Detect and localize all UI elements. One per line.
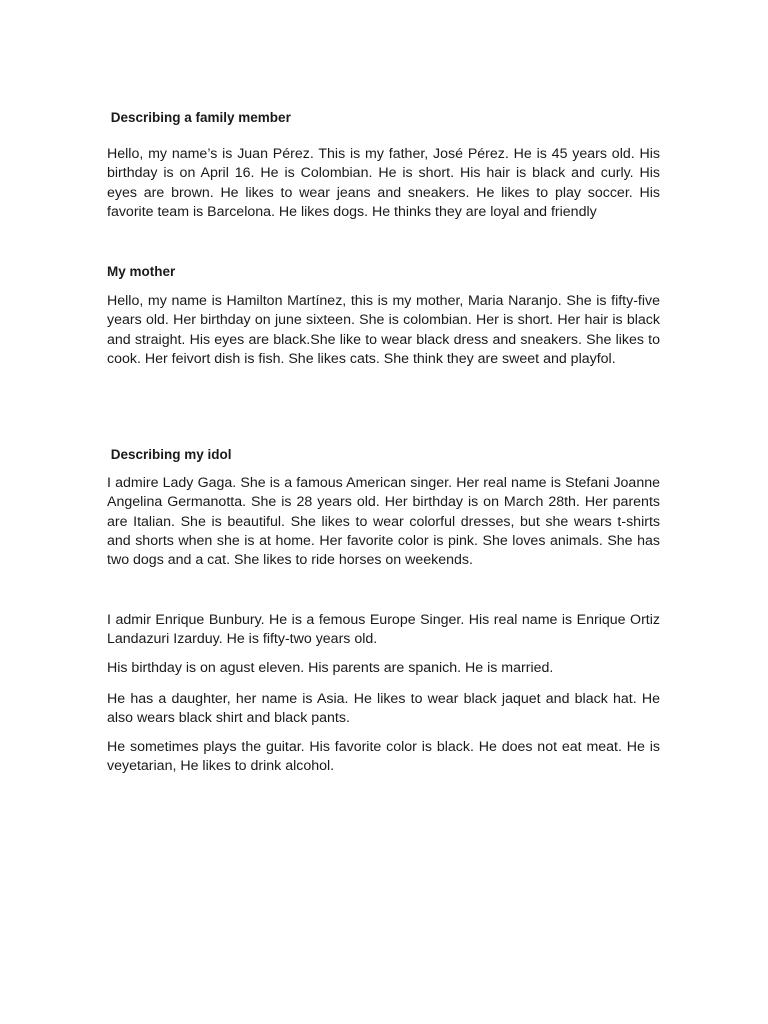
paragraph-bunbury-habits: He sometimes plays the guitar. His favorite color is black. He does not eat meat. He is veyetarian, He likes to drink alcohol. [107, 739, 660, 775]
heading-describing-my-idol: Describing my idol [107, 447, 232, 462]
paragraph-bunbury-family: He has a daughter, her name is Asia. He likes to wear black jaquet and black hat. He also wears black shirt and black pants. [107, 691, 660, 727]
paragraph-mother: Hello, my name is Hamilton Martínez, this is my mother, Maria Naranjo. She is fifty-five years old. Her birthday on june sixteen. She is colombian. Her is short. Her hair is black and straight. His eyes are black.She like to wear black dress and sneakers. She likes to cook. Her feivort dish is fish. She likes cats. She think they are sweet and playfol. [107, 293, 660, 367]
paragraph-lady-gaga: I admire Lady Gaga. She is a famous American singer. Her real name is Stefani Joanne Angelina Germanotta. She is 28 years old. Her birthday is on March 28th. Her parents are Italian. She is beautiful. She likes to wear colorful dresses, but she wears t-shirts and shorts when she is at home. Her favorite color is pink. She loves animals. She has two dogs and a cat. She likes to ride horses on weekends. [107, 475, 660, 569]
paragraph-bunbury-intro: I admir Enrique Bunbury. He is a femous Europe Singer. His real name is Enrique Ortiz Landazuri Izarduy. He is fifty-two years old. [107, 612, 660, 648]
heading-my-mother: My mother [107, 264, 176, 279]
paragraph-father: Hello, my name’s is Juan Pérez. This is my father, José Pérez. He is 45 years old. His birthday is on April 16. He is Colombian. He is short. His hair is black and curly. His eyes are brown. He likes to wear jeans and sneakers. He likes to play soccer. His favorite team is Barcelona. He likes dogs. He thinks they are loyal and friendly [107, 146, 660, 220]
heading-family-member: Describing a family member [107, 110, 291, 125]
paragraph-bunbury-birthday: His birthday is on agust eleven. His parents are spanich. He is married. [107, 660, 554, 676]
